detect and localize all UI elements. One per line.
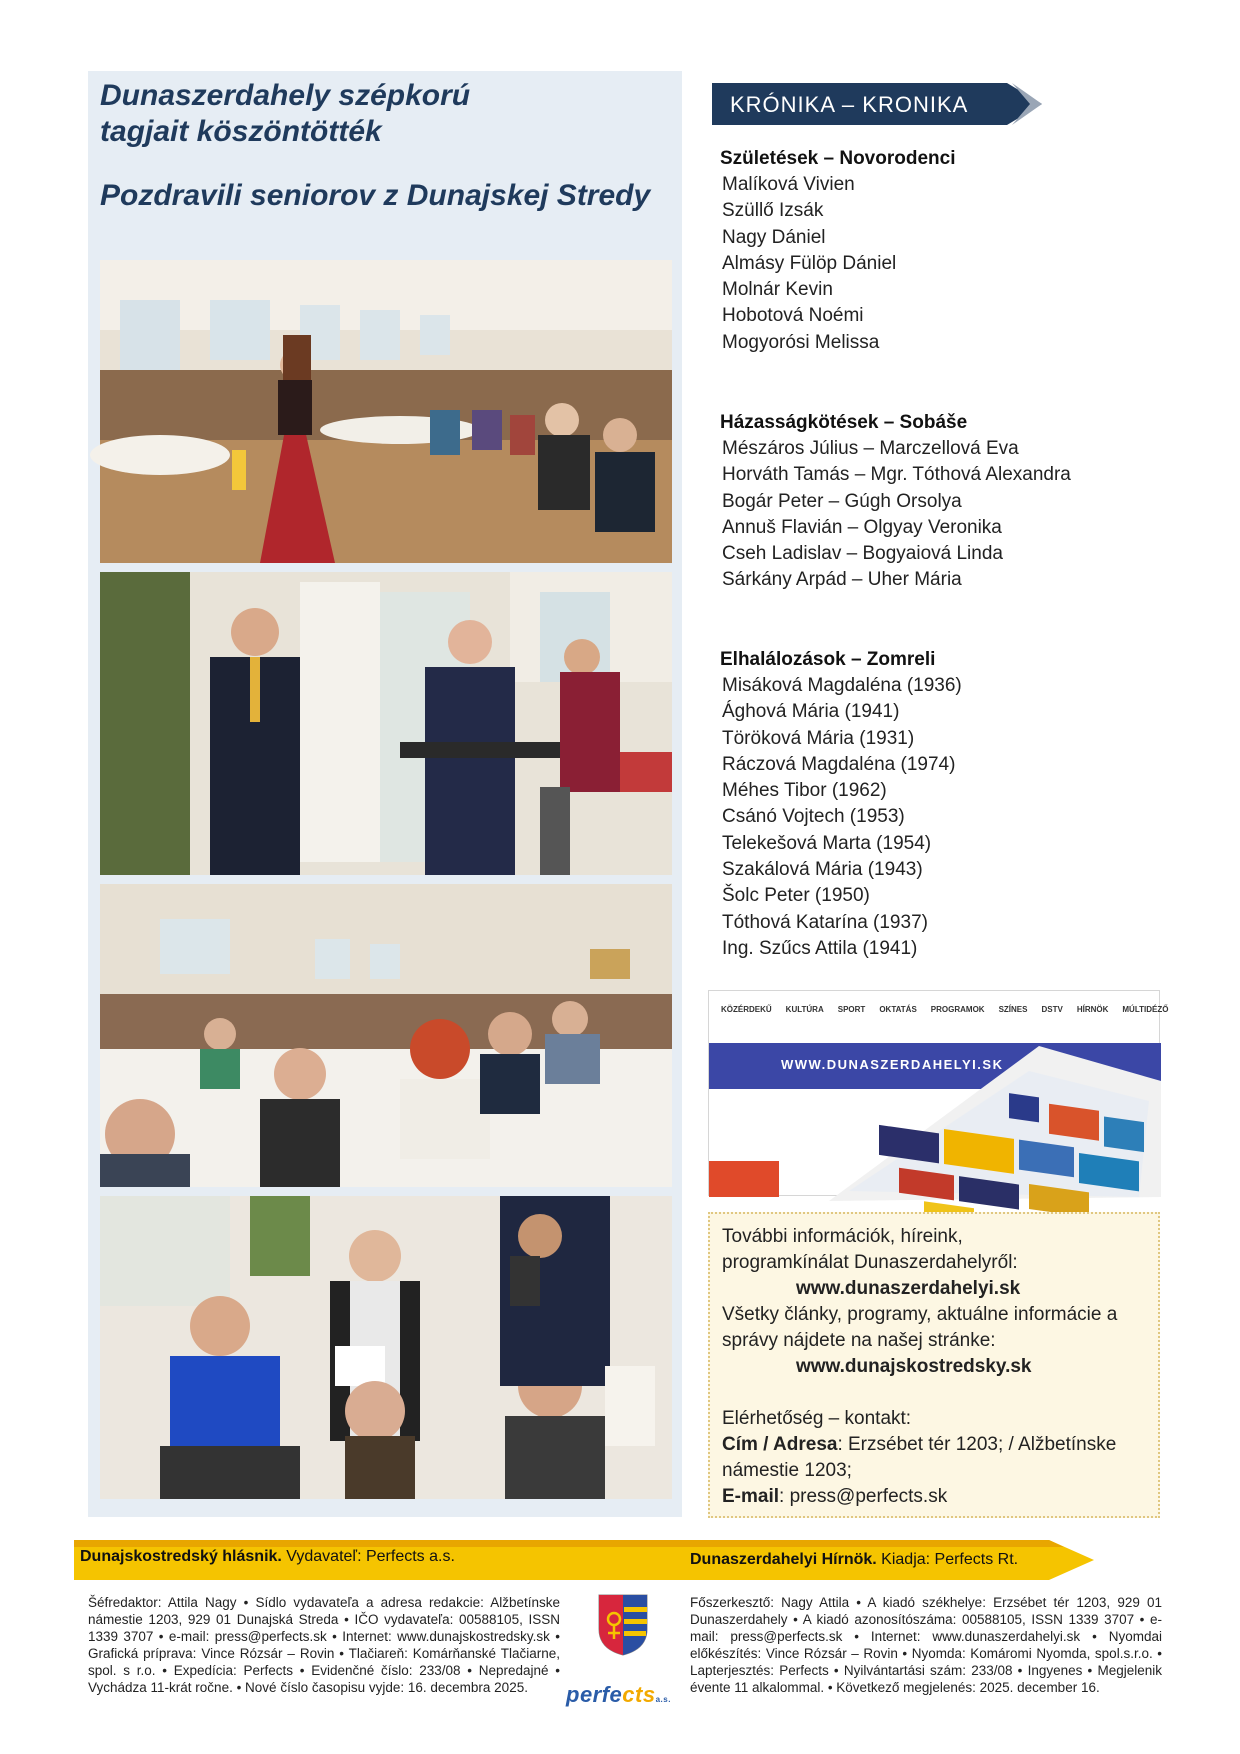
website-nav-item: KÖZÉRDEKŰ xyxy=(721,1005,772,1014)
city-crest-icon xyxy=(597,1593,649,1657)
info-line: správy nájdete na našej stránke: xyxy=(722,1330,996,1351)
imprint-hu: Főszerkesztő: Nagy Attila • A kiadó székhelye: Erzsébet tér 1203, 929 01 Dunaszerdahely • A kiadó azonosítószáma: 00588105, ISSN 1339 3707 • e-mail: press@perfects.sk • Internet: www.dunaszerdahelyi.sk • Nyomdai előkészítés: Vince Rózsár – Rovin • Nyomda: Komáromi Nyomda, spol.s.r.o. • Lapterjesztés: Perfects • Nyilvántartási szám: 233/08 • Ingyenes • Megjelenik évente 11 alkalommal. • Következő megjelenés: 2025. december 16. xyxy=(690,1595,1162,1695)
list-item: Ráczová Magdaléna (1974) xyxy=(722,753,956,775)
list-item: Šolc Peter (1950) xyxy=(722,885,870,907)
list-item: Szakálová Mária (1943) xyxy=(722,859,923,881)
imprint-sk: Šéfredaktor: Attila Nagy • Sídlo vydavateľa a adresa redakcie: Alžbetínske námestie 1203, 929 01 Dunajská Streda • IČO vydavateľa: 00588105, ISSN 1339 3707 • e-mail: press@perfects.sk • Internet: www.dunajskostredsky.sk • Grafická príprava: Vince Rózsár – Rovin • Tlačiareň: Komárňanské Tlačiarne, spol. s r.o. • Expedícia: Perfects • Evidenčné číslo: 233/08 • Nepredajné • Vychádza 11-krát ročne. • Nové číslo časopisu vyjde: 16. decembra 2025. xyxy=(88,1595,560,1695)
footer-title-hu-publisher: Kiadja: Perfects Rt. xyxy=(876,1551,1019,1568)
list-item: Nagy Dániel xyxy=(722,226,826,248)
footer-title-hu-name: Dunaszerdahelyi Hírnök. xyxy=(690,1551,877,1568)
list-item: Ághová Mária (1941) xyxy=(722,701,900,723)
list-item: Töröková Mária (1931) xyxy=(722,727,915,749)
email-line xyxy=(722,1484,1146,1510)
photo-crowd-tables xyxy=(100,884,672,1187)
list-item: Cseh Ladislav – Bogyaiová Linda xyxy=(722,543,1003,565)
website-nav-item: DSTV xyxy=(1041,1005,1063,1014)
list-item: Sárkány Arpád – Uher Mária xyxy=(722,569,962,591)
marriages-list xyxy=(722,436,1071,594)
email-label: E-mail xyxy=(722,1486,780,1507)
perfects-logo-text-b: cts xyxy=(622,1682,656,1707)
list-item: Szüllő Izsák xyxy=(722,200,824,222)
deaths-list xyxy=(722,673,962,962)
list-item: Csánó Vojtech (1953) xyxy=(722,806,905,828)
info-box xyxy=(708,1212,1160,1518)
list-item: Bogár Peter – Gúgh Orsolya xyxy=(722,490,962,512)
list-item: Méhes Tibor (1962) xyxy=(722,780,887,802)
footer-title-sk-name: Dunajskostredský hlásnik. xyxy=(80,1548,282,1565)
website-nav-item: OKTATÁS xyxy=(879,1005,917,1014)
email-value[interactable]: : press@perfects.sk xyxy=(779,1486,948,1507)
perfects-logo xyxy=(566,1682,671,1708)
website-nav-item: KULTÚRA xyxy=(785,1005,824,1014)
photo-officials-toast xyxy=(100,572,672,875)
list-item: Horváth Tamás – Mgr. Tóthová Alexandra xyxy=(722,464,1071,486)
website-nav-item: PROGRAMOK xyxy=(930,1005,985,1014)
photo-singer-hall xyxy=(100,260,672,563)
list-item: Mogyorósi Melissa xyxy=(722,331,880,353)
list-item: Hobotová Noémi xyxy=(722,305,864,327)
list-item: Mészáros Július – Marczellová Eva xyxy=(722,438,1019,459)
list-item: Malíková Vivien xyxy=(722,174,855,195)
list-item: Misáková Magdaléna (1936) xyxy=(722,675,962,696)
list-item: Tóthová Katarína (1937) xyxy=(722,911,928,933)
marriages-title: Házasságkötések – Sobáše xyxy=(720,412,968,433)
deaths-title: Elhalálozások – Zomreli xyxy=(720,649,936,670)
chronicle-banner-label: KRÓNIKA – KRONIKA xyxy=(730,92,969,117)
list-item: Annuš Flavián – Olgyay Veronika xyxy=(722,516,1002,538)
article-title-hu-line1: Dunaszerdahely szépkorú xyxy=(100,79,471,112)
website-nav-item: SZÍNES xyxy=(998,1005,1028,1014)
footer-title-sk-publisher: Vydavateľ: Perfects a.s. xyxy=(281,1548,455,1565)
article-title-hu-line2: tagjait köszöntötték xyxy=(100,115,382,148)
footer-title-hu xyxy=(690,1551,1018,1569)
address-line xyxy=(722,1432,1146,1458)
website-nav-item: MÚLTIDÉZŐ xyxy=(1122,1005,1169,1014)
contact-title: Elérhetőség – kontakt: xyxy=(722,1408,912,1429)
births-title: Születések – Novorodenci xyxy=(720,148,956,169)
website-nav-item: SPORT xyxy=(837,1005,866,1014)
article-title-hu xyxy=(100,78,660,150)
info-line: További információk, híreink, xyxy=(722,1226,963,1247)
address-line-2: námestie 1203; xyxy=(722,1460,852,1481)
photo-seniors-reading xyxy=(100,1196,672,1499)
website-promo[interactable] xyxy=(708,990,1169,1196)
chronicle-banner xyxy=(712,83,1042,125)
footer-title-sk xyxy=(80,1548,455,1566)
list-item: Almásy Fülöp Dániel xyxy=(722,252,897,274)
website-screenshot-mock xyxy=(709,991,1161,1197)
article-title-sk: Pozdravili seniorov z Dunajskej Stredy xyxy=(100,179,651,212)
address-label: Cím / Adresa xyxy=(722,1434,838,1455)
perfects-logo-text-a: perfe xyxy=(566,1682,623,1707)
births-list xyxy=(722,172,896,356)
perfects-logo-suffix: a.s. xyxy=(655,1695,671,1704)
website-url-banner: WWW.DUNASZERDAHELYI.SK xyxy=(781,1057,1004,1072)
list-item: Molnár Kevin xyxy=(722,279,833,301)
website-nav-item: HÍRNÖK xyxy=(1076,1005,1109,1014)
website-link-sk[interactable]: www.dunajskostredsky.sk xyxy=(796,1356,1032,1377)
info-line: programkínálat Dunaszerdahelyről: xyxy=(722,1252,1018,1273)
address-value: : Erzsébet tér 1203; / Alžbetínske xyxy=(837,1434,1117,1455)
website-link-hu[interactable]: www.dunaszerdahelyi.sk xyxy=(796,1278,1021,1299)
info-line: Všetky články, programy, aktuálne informácie a xyxy=(722,1304,1118,1325)
list-item: Telekešová Marta (1954) xyxy=(722,832,932,854)
list-item: Ing. Szűcs Attila (1941) xyxy=(722,937,918,959)
